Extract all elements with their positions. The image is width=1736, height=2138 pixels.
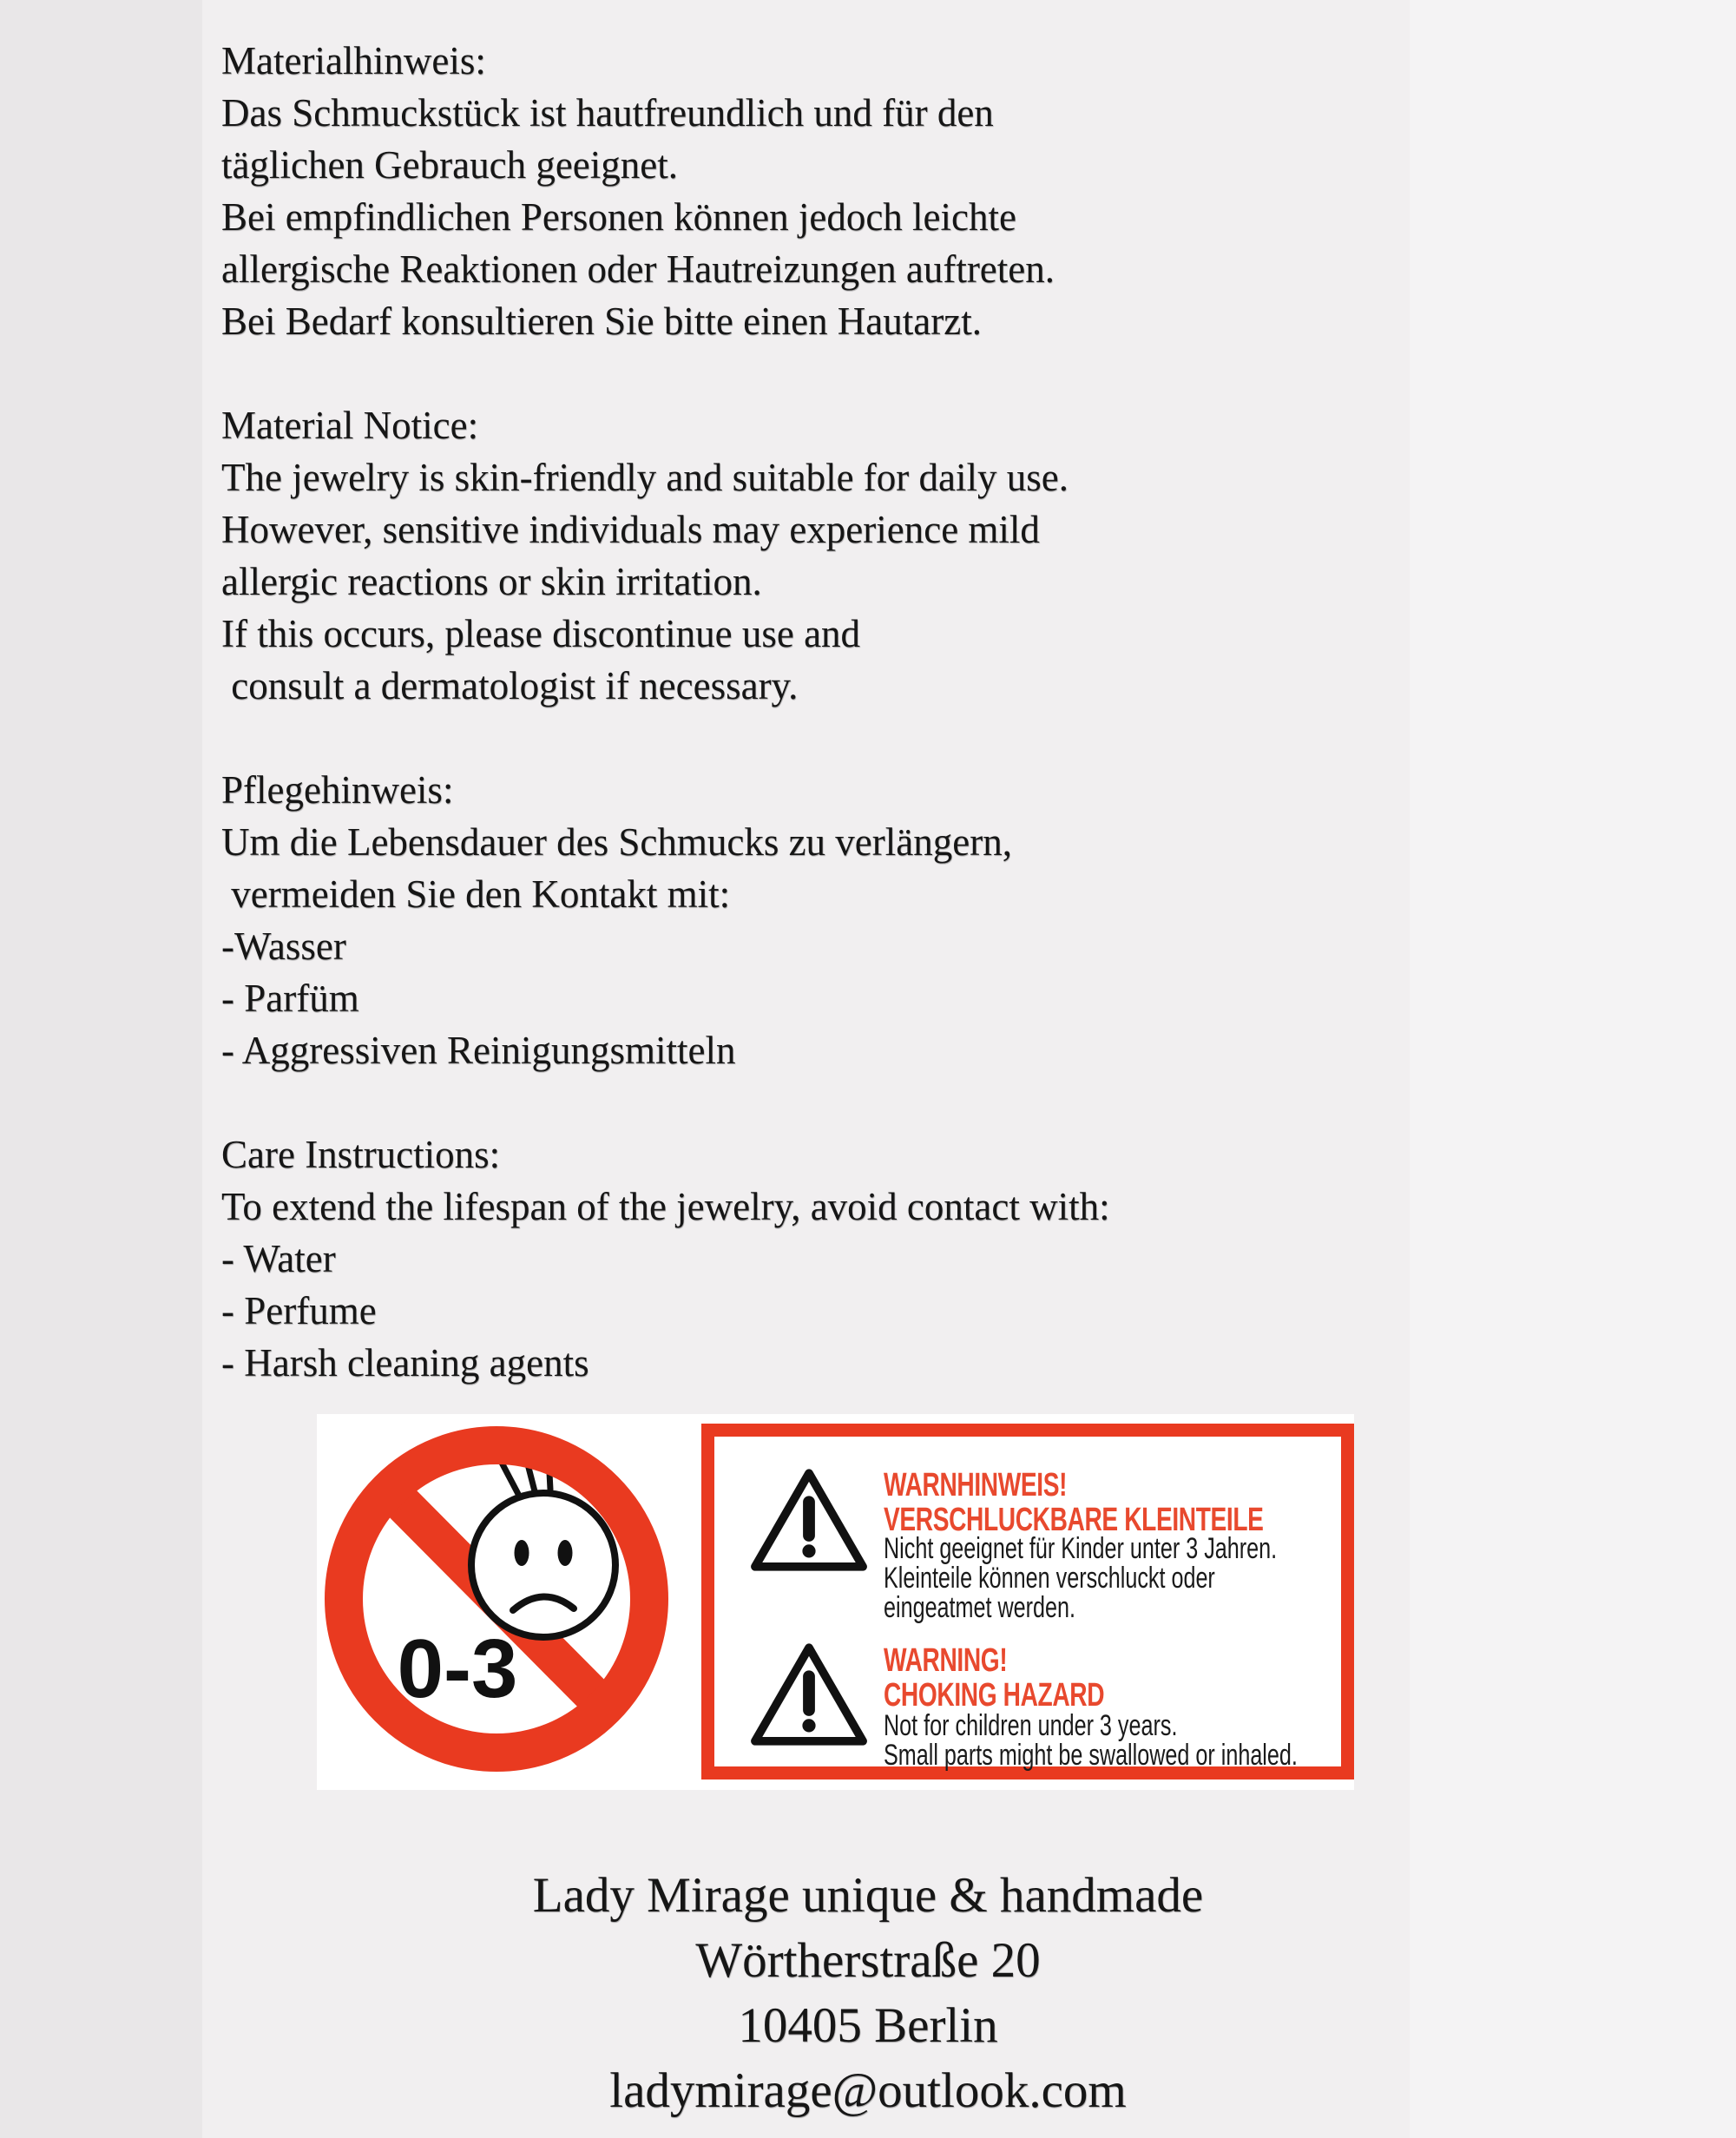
text-line: Pflegehinweis:: [221, 768, 454, 812]
text-line: However, sensitive individuals may experience mild: [221, 508, 1040, 551]
warning-subtitle-en: CHOKING HAZARD: [884, 1677, 1105, 1714]
material-notice-de-section: [221, 35, 1055, 347]
text-line: To extend the lifespan of the jewelry, avoid contact with:: [221, 1185, 1110, 1228]
text-line: - Water: [221, 1237, 336, 1280]
text-line: Care Instructions:: [221, 1133, 501, 1176]
care-instructions-de-section: [221, 764, 1012, 1076]
text-line: allergic reactions or skin irritation.: [221, 560, 762, 603]
text-line: allergische Reaktionen oder Hautreizungen auftreten.: [221, 247, 1055, 291]
choking-hazard-label: [317, 1414, 1354, 1790]
warning-text-box: [701, 1424, 1354, 1779]
text-line: Um die Lebensdauer des Schmucks zu verlängern,: [221, 820, 1012, 864]
care-instructions-en-section: [221, 1128, 1110, 1389]
text-line: - Harsh cleaning agents: [221, 1341, 589, 1385]
text-line: - Aggressiven Reinigungsmitteln: [221, 1029, 736, 1072]
text-line: Wörtherstraße 20: [695, 1933, 1041, 1988]
warning-title-en: WARNING!: [884, 1642, 1008, 1679]
text-line: Kleinteile können verschluckt oder: [884, 1562, 1215, 1595]
text-line: Lady Mirage unique & handmade: [532, 1868, 1204, 1923]
warning-body-en: [884, 1711, 1298, 1770]
text-line: Small parts might be swallowed or inhaled.: [884, 1739, 1298, 1772]
text-line: Nicht geeignet für Kinder unter 3 Jahren.: [884, 1532, 1278, 1565]
warning-body-de: [884, 1534, 1277, 1622]
text-line: täglichen Gebrauch geeignet.: [221, 143, 679, 187]
text-line: The jewelry is skin-friendly and suitable for daily use.: [221, 456, 1069, 499]
text-line: - Perfume: [221, 1289, 377, 1332]
warning-triangle-icon: [749, 1639, 869, 1750]
text-line: eingeatmet werden.: [884, 1591, 1075, 1624]
text-line: vermeiden Sie den Kontakt mit:: [221, 872, 731, 916]
warning-triangle-icon: [749, 1464, 869, 1576]
age-range-label: 0-3: [397, 1622, 518, 1715]
text-line: Not for children under 3 years.: [884, 1709, 1178, 1742]
warning-subtitle-de: VERSCHLUCKBARE KLEINTEILE: [884, 1502, 1264, 1538]
text-line: Bei empfindlichen Personen können jedoch leichte: [221, 195, 1016, 239]
text-line: If this occurs, please discontinue use and: [221, 612, 861, 655]
text-line: Bei Bedarf konsultieren Sie bitte einen Hautarzt.: [221, 299, 982, 343]
no-children-0-3-icon: [324, 1426, 671, 1773]
text-line: consult a dermatologist if necessary.: [221, 664, 799, 707]
text-line: Materialhinweis:: [221, 39, 486, 82]
text-line: -Wasser: [221, 924, 346, 968]
seller-address-block: [0, 1863, 1736, 2123]
text-line: 10405 Berlin: [738, 1998, 998, 2053]
text-line: - Parfüm: [221, 977, 359, 1020]
warning-title-de: WARNHINWEIS!: [884, 1467, 1068, 1503]
text-line: Material Notice:: [221, 404, 479, 447]
text-line: ladymirage@outlook.com: [609, 2063, 1127, 2118]
text-line: Das Schmuckstück ist hautfreundlich und für den: [221, 91, 994, 135]
material-notice-en-section: [221, 399, 1069, 712]
